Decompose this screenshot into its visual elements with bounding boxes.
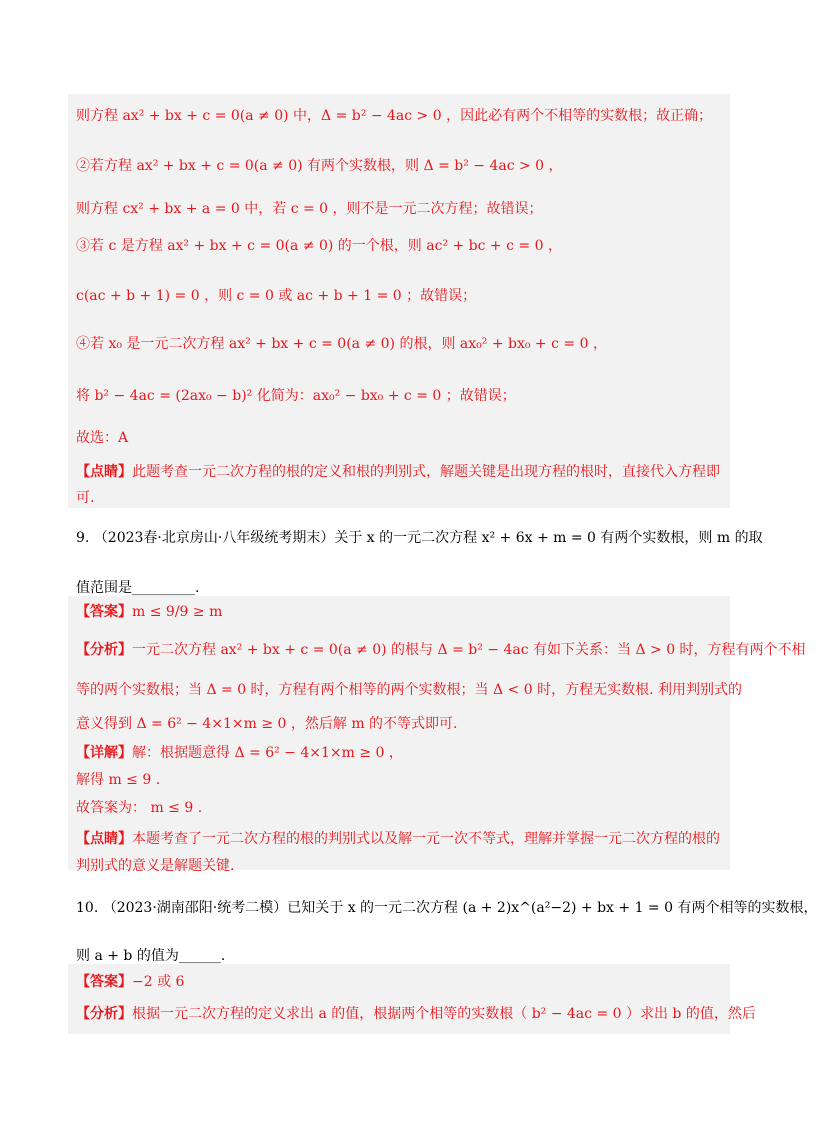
detail-text: 解：根据题意得 Δ = 6² − 4×1×m ≥ 0 ， [132,745,403,761]
answer-value: m ≤ 9/9 ≥ m [132,604,223,620]
tip-line: 可. [76,490,95,506]
question-9-blank: 值范围是_________. [76,580,200,596]
detail-tag: 【详解】 [76,745,132,761]
solution-line: 则方程 ax² + bx + c = 0(a ≠ 0) 中，Δ = b² − 4ac > 0 ，因此必有两个不相等的实数根；故正确； [76,108,713,124]
detail-line [76,743,726,763]
solution-line: 将 b² − 4ac = (2ax₀ − b)² 化简为：ax₀² − bx₀ + c = 0 ；故错误； [76,388,516,404]
question-9-text: 9. （2023春·北京房山·八年级统考期末）关于 x 的一元二次方程 x² + 6x + m = 0 有两个实数根，则 m 的取 [76,530,763,546]
detail-line: 解得 m ≤ 9 . [76,772,161,788]
question-10-blank: 则 a + b 的值为______. [76,948,226,964]
tip-line [76,462,726,482]
final-choice: 故选：A [76,430,129,446]
tip-tag: 【点睛】 [76,464,132,480]
question-10-text: 10. （2023·湖南邵阳·统考二模）已知关于 x 的一元二次方程 (a + 2)x^(a²−2) + bx + 1 = 0 有两个相等的实数根， [76,900,817,916]
analysis-tag: 【分析】 [76,1006,132,1022]
analysis-text: 根据一元二次方程的定义求出 a 的值，根据两个相等的实数根（ b² − 4ac = 0 ）求出 b 的值，然后 [132,1006,756,1022]
analysis-tag: 【分析】 [76,642,132,658]
answer-tag: 【答案】 [76,974,132,990]
tip-text: 此题考查一元二次方程的根的定义和根的判别式，解题关键是出现方程的根时，直接代入方程即 [132,464,720,480]
answer-tag: 【答案】 [76,604,132,620]
solution-line: 则方程 cx² + bx + a = 0 中，若 c = 0 ，则不是一元二次方程；故错误； [76,201,543,217]
tip-line: 判别式的意义是解题关键. [76,858,235,874]
solution-line: ④若 x₀ 是一元二次方程 ax² + bx + c = 0(a ≠ 0) 的根，则 ax₀² + bx₀ + c = 0 ， [76,336,607,352]
analysis-line [76,1004,756,1024]
detail-line: 故答案为： m ≤ 9 . [76,800,203,816]
tip-tag: 【点睛】 [76,831,132,847]
analysis-text: 一元二次方程 ax² + bx + c = 0(a ≠ 0) 的根与 Δ = b² − 4ac 有如下关系：当 Δ > 0 时，方程有两个不相 [132,642,806,658]
answer-line [76,972,726,992]
analysis-line: 等的两个实数根；当 Δ = 0 时，方程有两个相等的两个实数根；当 Δ < 0 时，方程无实数根. 利用判别式的 [76,682,742,698]
solution-line: ③若 c 是方程 ax² + bx + c = 0(a ≠ 0) 的一个根，则 ac² + bc + c = 0 ， [76,238,562,254]
tip-line [76,829,726,849]
answer-value: −2 或 6 [132,974,185,990]
tip-text: 本题考查了一元二次方程的根的判别式以及解一元一次不等式，理解并掌握一元二次方程的根的 [132,831,720,847]
answer-line [76,602,726,622]
solution-line: ②若方程 ax² + bx + c = 0(a ≠ 0) 有两个实数根，则 Δ = b² − 4ac > 0 ， [76,158,563,174]
analysis-line [76,640,806,660]
solution-line: c(ac + b + 1) = 0 ，则 c = 0 或 ac + b + 1 = 0 ；故错误； [76,288,477,304]
analysis-line: 意义得到 Δ = 6² − 4×1×m ≥ 0 ，然后解 m 的不等式即可. [76,716,458,732]
